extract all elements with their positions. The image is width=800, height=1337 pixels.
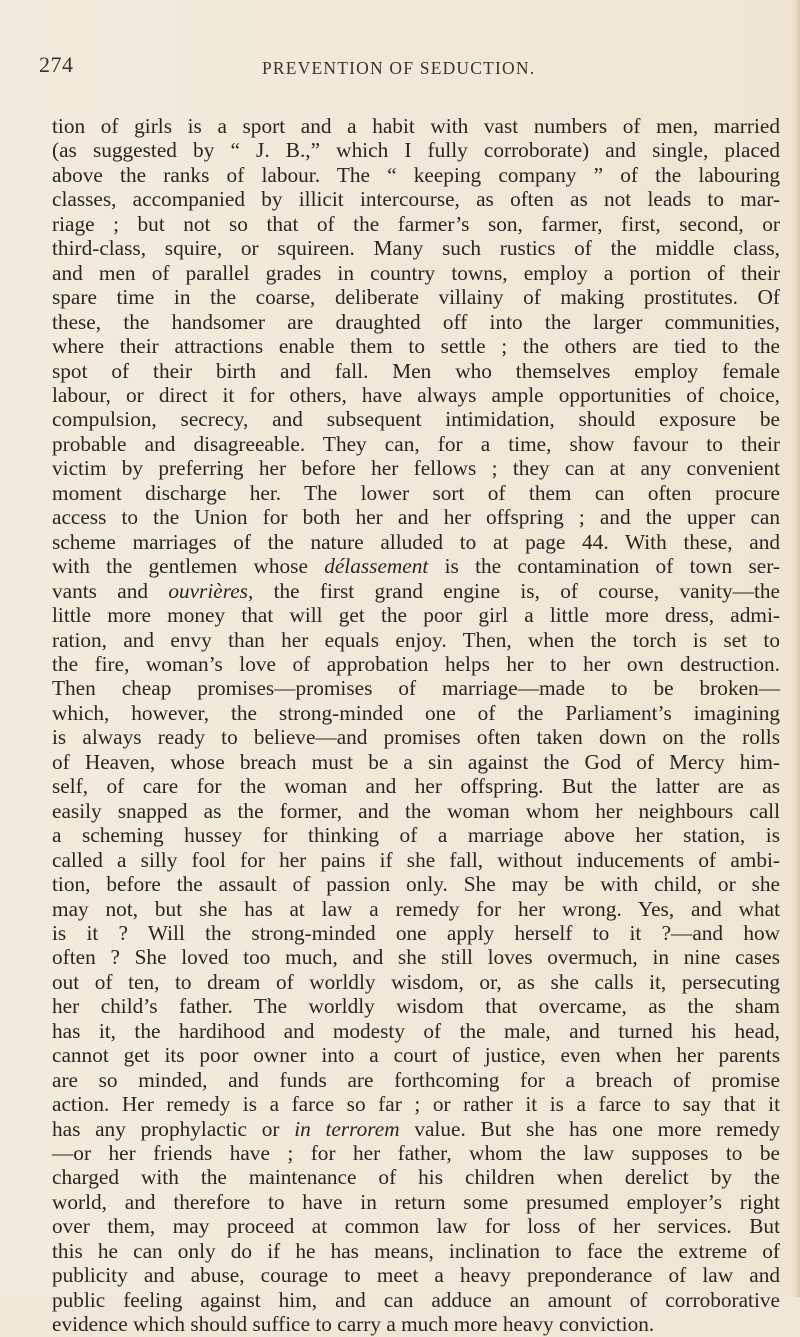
text-line: access to the Union for both her and her offspring ; and the upper can — [52, 505, 780, 530]
page-edge — [791, 0, 800, 1297]
text-line: charged with the maintenance of his children when derelict by the — [52, 1165, 780, 1190]
text-line: —or her friends have ; for her father, whom the law supposes to be — [52, 1141, 780, 1166]
text-line: victim by preferring her before her fellows ; they can at any convenient — [52, 456, 780, 481]
text-line: moment discharge her. The lower sort of them can often procure — [52, 480, 780, 505]
text-line: with the gentlemen whose délassement is the contamination of town ser- — [52, 554, 780, 579]
running-head: PREVENTION OF SEDUCTION. — [262, 58, 536, 78]
text-line: ration, and envy than her equals enjoy. Then, when the torch is set to — [52, 627, 780, 652]
page-number: 274 — [39, 52, 74, 77]
text-line: classes, accompanied by illicit intercourse, as often as not leads to mar- — [52, 187, 780, 212]
italic-term: ouvrières — [168, 578, 248, 603]
text-line: third-class, squire, or squireen. Many such rustics of the middle class, — [52, 236, 780, 261]
text-line: a scheming hussey for thinking of a marriage above her station, is — [52, 823, 780, 848]
text-line: (as suggested by “ J. B.,” which I fully corroborate) and single, placed — [52, 138, 780, 163]
text-line: are so minded, and funds are forthcoming for a breach of promise — [52, 1067, 780, 1092]
text-line: vants and ouvrières, the first grand engine is, of course, vanity—the — [52, 578, 780, 603]
text-line: self, of care for the woman and her offspring. But the latter are as — [52, 774, 780, 799]
text-line: has any prophylactic or in terrorem value. But she has one more remedy — [52, 1116, 780, 1141]
text-line: has it, the hardihood and modesty of the male, and turned his head, — [52, 1018, 780, 1043]
text-line: cannot get its poor owner into a court of justice, even when her parents — [52, 1043, 780, 1068]
text-line: tion of girls is a sport and a habit with vast numbers of men, married — [52, 114, 780, 138]
text-line: riage ; but not so that of the farmer’s son, farmer, first, second, or — [52, 211, 780, 236]
text-line: and men of parallel grades in country towns, employ a portion of their — [52, 260, 780, 285]
text-line: Then cheap promises—promises of marriage—made to be broken— — [52, 676, 780, 701]
italic-term: in terrorem — [294, 1116, 400, 1141]
text-line: is always ready to believe—and promises often taken down on the rolls — [52, 725, 780, 750]
text-line: publicity and abuse, courage to meet a heavy preponderance of law and — [52, 1263, 780, 1288]
text-line: probable and disagreeable. They can, for a time, show favour to their — [52, 431, 780, 456]
text-line: often ? She loved too much, and she still loves overmuch, in nine cases — [52, 945, 780, 970]
text-line: labour, or direct it for others, have always ample opportunities of choice, — [52, 382, 780, 407]
text-line: called a silly fool for her pains if she fall, without inducements of ambi- — [52, 847, 780, 872]
text-line: little more money that will get the poor girl a little more dress, admi- — [52, 603, 780, 628]
text-line: over them, may proceed at common law for loss of her services. But — [52, 1214, 780, 1239]
text-line: the fire, woman’s love of approbation helps her to her own destruction. — [52, 651, 780, 676]
text-line: easily snapped as the former, and the woman whom her neighbours call — [52, 798, 780, 823]
text-line: action. Her remedy is a farce so far ; or rather it is a farce to say that it — [52, 1092, 780, 1117]
text-line: spare time in the coarse, deliberate villainy of making prostitutes. Of — [52, 285, 780, 310]
text-line: evidence which should suffice to carry a much more heavy conviction. — [52, 1312, 655, 1337]
text-line: compulsion, secrecy, and subsequent intimidation, should exposure be — [52, 407, 780, 432]
text-line: which, however, the strong-minded one of the Parliament’s imagining — [52, 700, 780, 725]
text-line: is it ? Will the strong-minded one apply herself to it ?—and how — [52, 920, 780, 945]
body-text — [52, 114, 780, 1337]
text-line: may not, but she has at law a remedy for her wrong. Yes, and what — [52, 896, 780, 921]
text-line: where their attractions enable them to settle ; the others are tied to the — [52, 334, 780, 359]
text-line: spot of their birth and fall. Men who themselves employ female — [52, 358, 780, 383]
text-line: out of ten, to dream of worldly wisdom, or, as she calls it, persecuting — [52, 969, 780, 994]
text-line: world, and therefore to have in return some presumed employer’s right — [52, 1189, 780, 1214]
text-line: this he can only do if he has means, inclination to face the extreme of — [52, 1238, 780, 1263]
italic-term: délassement — [324, 554, 429, 579]
text-line: of Heaven, whose breach must be a sin against the God of Mercy him- — [52, 749, 780, 774]
text-line: her child’s father. The worldly wisdom that overcame, as the sham — [52, 994, 780, 1019]
text-line: public feeling against him, and can adduce an amount of corroborative — [52, 1287, 780, 1312]
text-line: scheme marriages of the nature alluded to at page 44. With these, and — [52, 529, 780, 554]
text-line: tion, before the assault of passion only. She may be with child, or she — [52, 872, 780, 897]
text-line: above the ranks of labour. The “ keeping company ” of the labouring — [52, 162, 780, 187]
text-line: these, the handsomer are draughted off into the larger communities, — [52, 309, 780, 334]
